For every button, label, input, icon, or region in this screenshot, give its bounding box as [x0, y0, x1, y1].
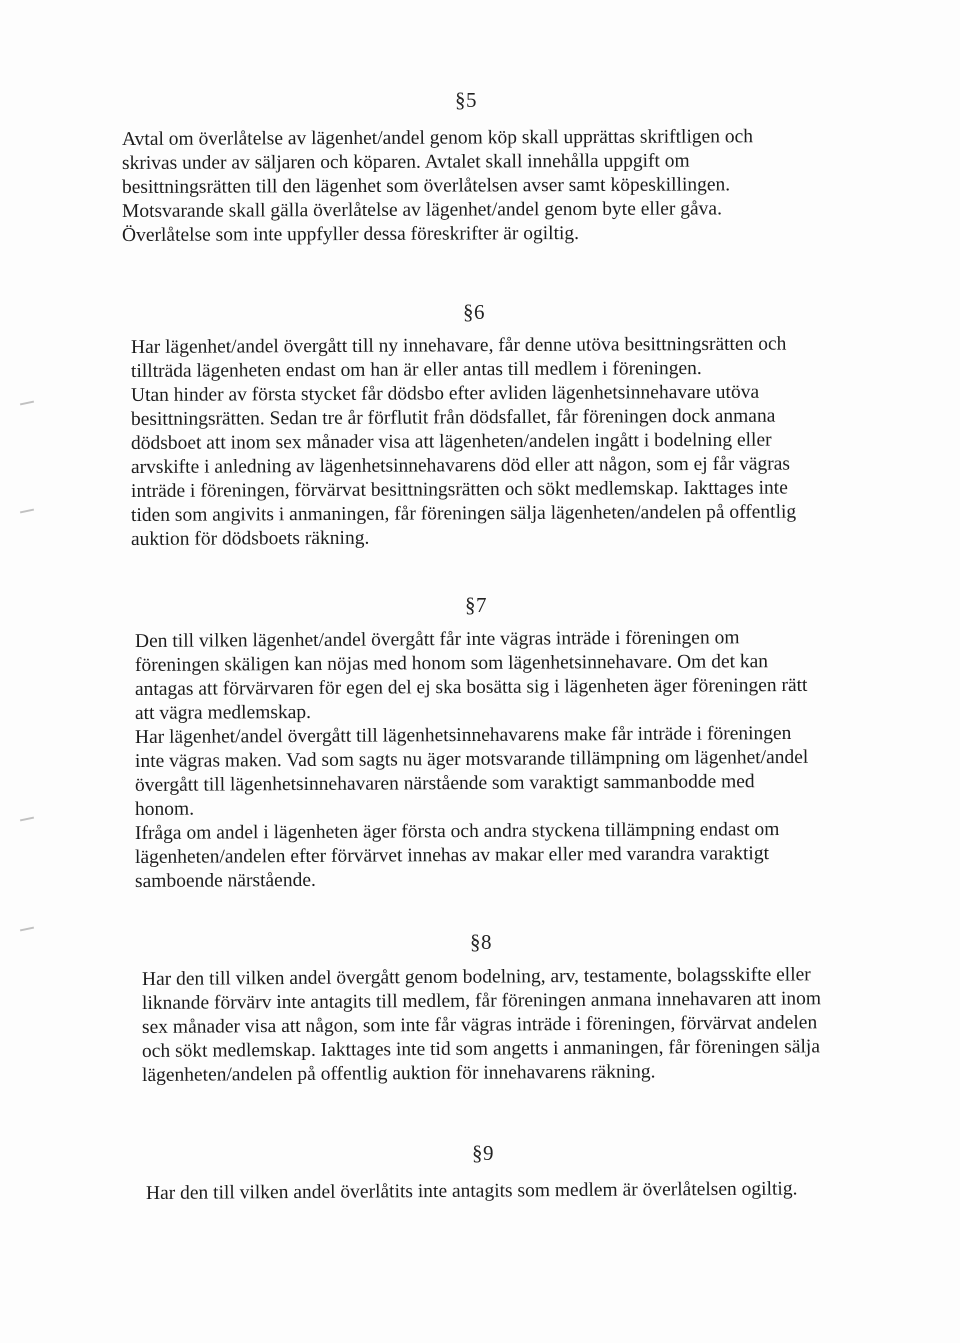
section-paragraph-9 — [145, 1178, 881, 1206]
paragraph-line: Överlåtelse som inte uppfyller dessa föreskrifter är ogiltig. — [121, 223, 580, 246]
paragraph-line: Har den till vilken andel överlåtits inte antagits som medlem är överlåtelsen ogiltig. — [145, 1178, 798, 1204]
section-heading-5: §5 — [455, 88, 477, 112]
section-paragraph-5 — [122, 128, 822, 248]
paragraph-line: tillträda lägenheten endast om han är eller antas till medlem i föreningen. — [130, 358, 702, 382]
paragraph-line: föreningen skäligen kan nöjas med honom som lägenhetsinnehavare. Om det kan — [134, 651, 769, 676]
section-paragraph-6 — [130, 333, 861, 552]
paragraph-line: samboende närstående. — [134, 869, 316, 892]
paragraph-line: honom. — [134, 798, 195, 820]
paragraph-line: inte vägras maken. Vad som sagts nu äger motsvarande tillämpning om lägenhet/andel — [134, 746, 809, 772]
paragraph-line: besittningsrätten. Sedan tre år förflutit från dödsfallet, får föreningen dock anmana — [130, 405, 776, 430]
section-heading-6: §6 — [463, 300, 485, 324]
paragraph-line: arvskifte i anledning av lägenhetsinnehavarens död eller att någon, som ej får vägras — [130, 453, 791, 478]
section-paragraph-8 — [141, 964, 877, 1088]
scan-artifact — [20, 817, 34, 822]
scan-artifact — [20, 927, 34, 932]
paragraph-line: antagas att förvärvaren för egen del ej ska bosätta sig i lägenheten äger föreningen rätt — [134, 674, 808, 700]
section-paragraph-7 — [134, 627, 870, 894]
paragraph-line: Utan hinder av första stycket får dödsbo efter avliden lägenhetsinnehavare utöva — [130, 381, 760, 406]
paragraph-line: Har lägenhet/andel övergått till lägenhetsinnehavarens make får inträde i föreningen — [134, 722, 792, 748]
paragraph-line: inträde i föreningen, förvärvat besittningsrätten och sökt medlemskap. Iakttages inte — [130, 477, 788, 502]
paragraph-line: att vägra medlemskap. — [134, 701, 312, 724]
paragraph-line: övergått till lägenhetsinnehavaren närstående som varaktigt sammanbodde med — [134, 771, 755, 796]
paragraph-line: sex månader visa att någon, som inte får vägras inträde i föreningen, förvärvat andelen — [141, 1012, 818, 1038]
paragraph-line: Avtal om överlåtelse av lägenhet/andel genom köp skall upprättas skriftligen och — [121, 126, 754, 150]
paragraph-line: skrivas under av säljaren och köparen. Avtalet skall innehålla uppgift om — [121, 150, 690, 174]
paragraph-line: Har den till vilken andel övergått genom bodelning, arv, testamente, bolagsskifte eller — [141, 964, 811, 990]
paragraph-line: Motsvarande skall gälla överlåtelse av lägenhet/andel genom byte eller gåva. — [121, 198, 722, 222]
paragraph-line: Ifråga om andel i lägenheten äger första och andra styckena tillämpning endast om — [134, 819, 780, 844]
paragraph-line: auktion för dödsboets räkning. — [130, 527, 370, 550]
paragraph-line: och sökt medlemskap. Iakttages inte tid som angetts i anmaningen, får föreningen sälja — [141, 1036, 821, 1062]
paragraph-line: besittningsrätten till den lägenhet som överlåtelsen avser samt köpeskillingen. — [121, 174, 731, 198]
paragraph-line: tiden som angivits i anmaningen, får föreningen sälja lägenheten/andelen på offentlig — [130, 501, 797, 526]
section-heading-7: §7 — [465, 593, 487, 617]
section-heading-9: §9 — [472, 1141, 494, 1165]
paragraph-line: lägenheten/andelen på offentlig auktion för innehavarens räkning. — [141, 1061, 656, 1086]
paragraph-line: Har lägenhet/andel övergått till ny innehavare, får denne utöva besittningsrätten och — [130, 333, 787, 358]
paragraph-line: Den till vilken lägenhet/andel övergått får inte vägras inträde i föreningen om — [134, 627, 740, 652]
paragraph-line: liknande förvärv inte antagits till medlem, får föreningen anmana innehavaren att inom — [141, 988, 822, 1014]
paragraph-line: lägenheten/andelen efter förvärvet innehas av makar eller med varandra varaktigt — [134, 843, 770, 868]
paragraph-line: dödsboet att inom sex månader visa att lägenheten/andelen ingått i bodelning eller — [130, 429, 772, 454]
scan-artifact — [20, 509, 34, 514]
section-heading-8: §8 — [470, 930, 492, 954]
scan-artifact — [20, 401, 34, 406]
